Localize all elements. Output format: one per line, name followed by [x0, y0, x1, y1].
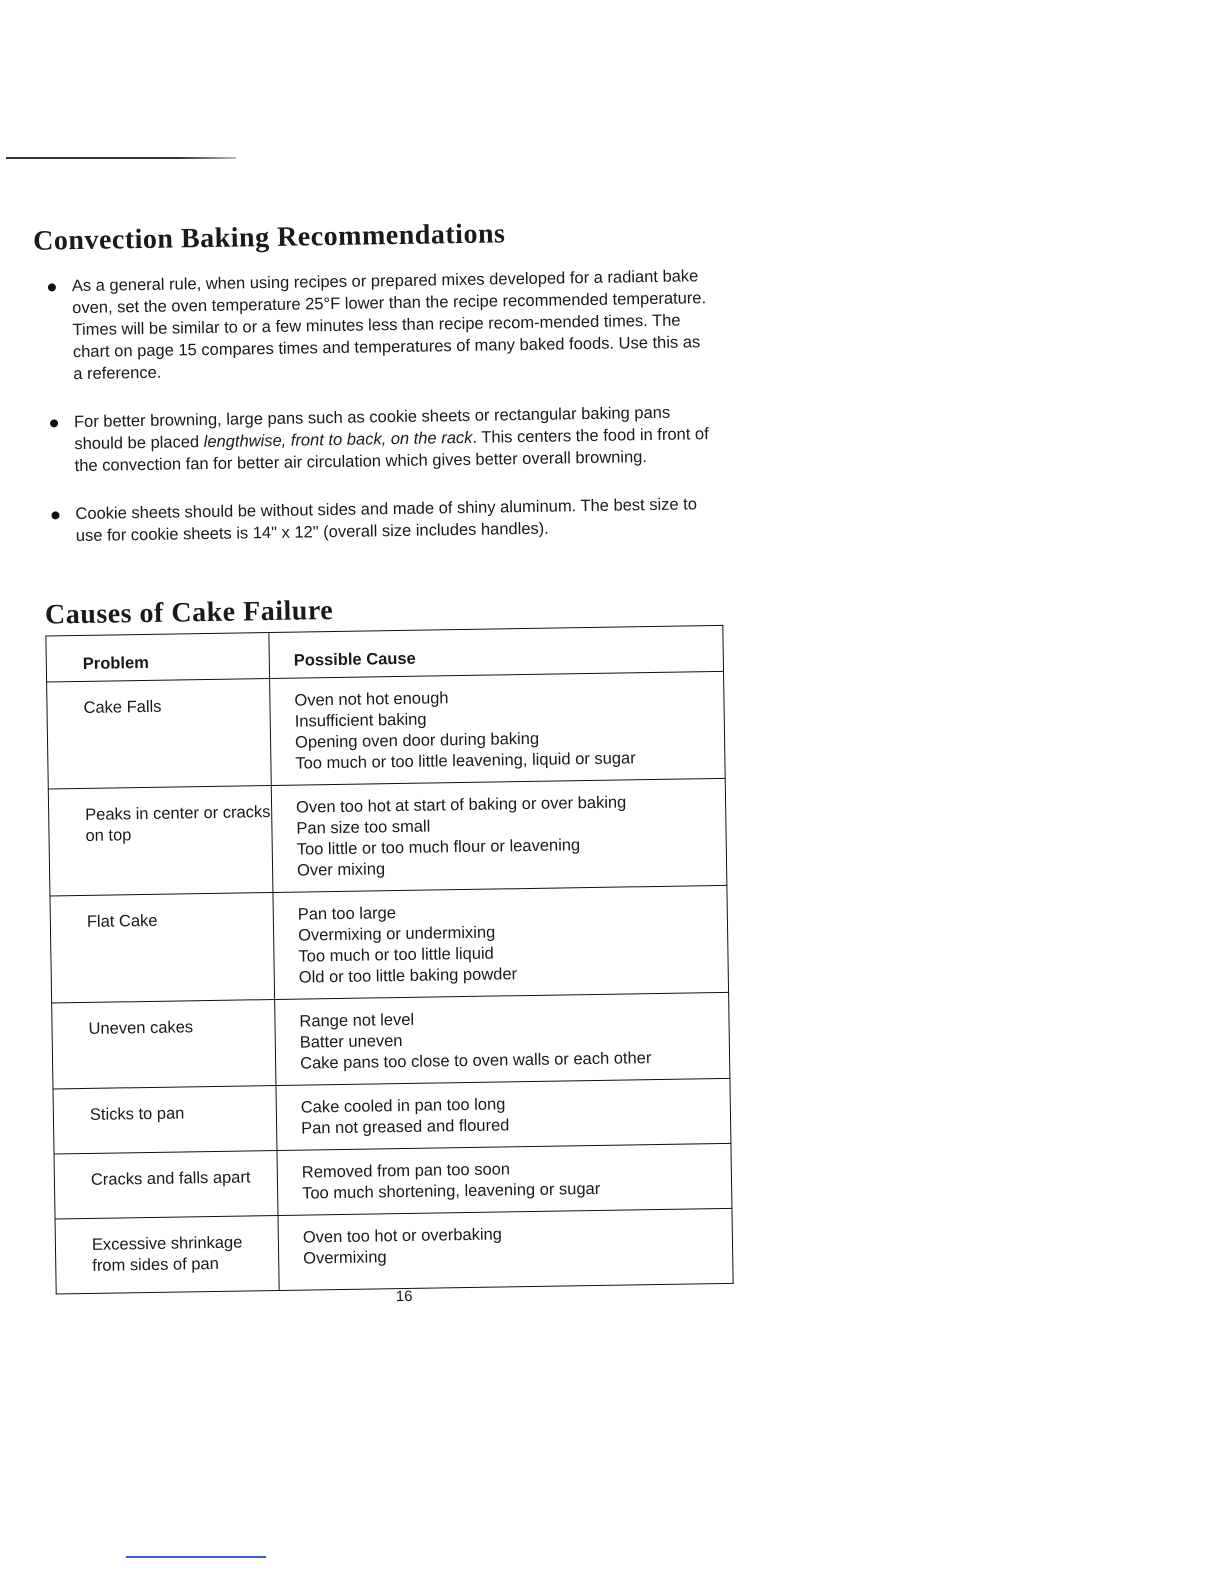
table-row: [50, 885, 729, 1003]
cause-line: Oven not hot enough: [294, 689, 449, 710]
cake-failure-title: Causes of Cake Failure: [44, 595, 334, 631]
bullet-icon: [51, 511, 59, 519]
problem-cell: Flat Cake: [50, 893, 275, 1003]
cause-cell: [270, 671, 726, 785]
cause-cell: [276, 1078, 731, 1150]
table-body: [47, 671, 734, 1294]
problem-cell: Cake Falls: [47, 679, 272, 789]
problem-cell: Excessive shrinkage from sides of pan: [55, 1215, 279, 1293]
recommendation-text: For better browning, large pans such as cookie sheets or rectangular baking pans should be placed: [73, 403, 671, 454]
table-row: [54, 1143, 732, 1219]
problem-cell: Peaks in center or cracks on top: [48, 786, 273, 896]
cause-line: Insufficient baking: [294, 710, 427, 731]
cause-cell: [277, 1143, 732, 1215]
cause-line: Pan too large: [297, 904, 397, 924]
cause-line: Oven too hot at start of baking or over baking: [295, 793, 627, 817]
cause-header: Possible Cause: [269, 625, 724, 678]
cause-line: Cake cooled in pan too long: [300, 1095, 506, 1117]
page-number: 16: [395, 1287, 413, 1306]
cause-line: Overmixing: [303, 1248, 387, 1268]
cause-cell: [273, 885, 729, 999]
recommendation-item: [48, 265, 710, 385]
cause-line: Overmixing or undermixing: [297, 923, 496, 945]
table-row: [47, 671, 726, 789]
cause-line: Oven too hot or overbaking: [302, 1225, 503, 1247]
cause-line: Pan not greased and floured: [301, 1116, 510, 1138]
cause-line: Batter uneven: [299, 1031, 403, 1052]
cause-line: Opening oven door during baking: [294, 729, 540, 752]
cause-cell: [271, 778, 727, 892]
recommendation-text: . This centers the food in front of the convection fan for better air circulation which gives better overall browning.: [74, 425, 709, 476]
recommendation-item: [50, 401, 711, 477]
problem-cell: Sticks to pan: [53, 1085, 277, 1153]
bullet-icon: [48, 283, 56, 291]
cause-line: Too little or too much flour or leavening: [296, 836, 581, 859]
table-row: [48, 778, 727, 896]
problem-cell: Uneven cakes: [52, 999, 276, 1088]
cause-cell: [278, 1208, 733, 1290]
table-row: [52, 992, 730, 1089]
cause-line: Old or too little baking powder: [298, 965, 518, 987]
recommendation-emphasis: lengthwise, front to back, on the rack: [203, 428, 473, 452]
cause-line: Too much shortening, leavening or sugar: [302, 1179, 601, 1203]
bullet-icon: [50, 419, 58, 427]
recommendations-list: [48, 265, 713, 573]
cause-line: Cake pans too close to oven walls or each other: [299, 1049, 652, 1073]
cause-line: Removed from pan too soon: [301, 1160, 511, 1182]
cause-line: Too much or too little leavening, liquid or sugar: [295, 749, 636, 773]
cause-line: Over mixing: [296, 860, 386, 880]
cause-line: Range not level: [299, 1010, 415, 1031]
recommendation-item: [51, 493, 712, 547]
recommendation-text: As a general rule, when using recipes or prepared mixes developed for a radiant bake oven, set the oven temperature 25°F lower than the recipe recommended temperature. Times will be similar to or a few minutes less than recipe recom-mended times. The chart on page 15 compares times and temperatures of many baked foods. Use this as a reference.: [71, 267, 707, 384]
table-row: [53, 1078, 731, 1154]
cake-failure-table: [45, 625, 733, 1295]
cause-cell: [275, 992, 730, 1085]
recommendation-text: Cookie sheets should be without sides and made of shiny aluminum. The best size to use for cookie sheets is 14" x 12" (overall size includes handles).: [75, 495, 698, 546]
cause-line: Too much or too little liquid: [298, 944, 494, 966]
cause-line: Pan size too small: [296, 817, 431, 838]
problem-header: Problem: [46, 633, 270, 682]
problem-cell: Cracks and falls apart: [54, 1150, 278, 1218]
recommendations-title: Convection Baking Recommendations: [32, 218, 506, 257]
table-row: [55, 1208, 733, 1294]
